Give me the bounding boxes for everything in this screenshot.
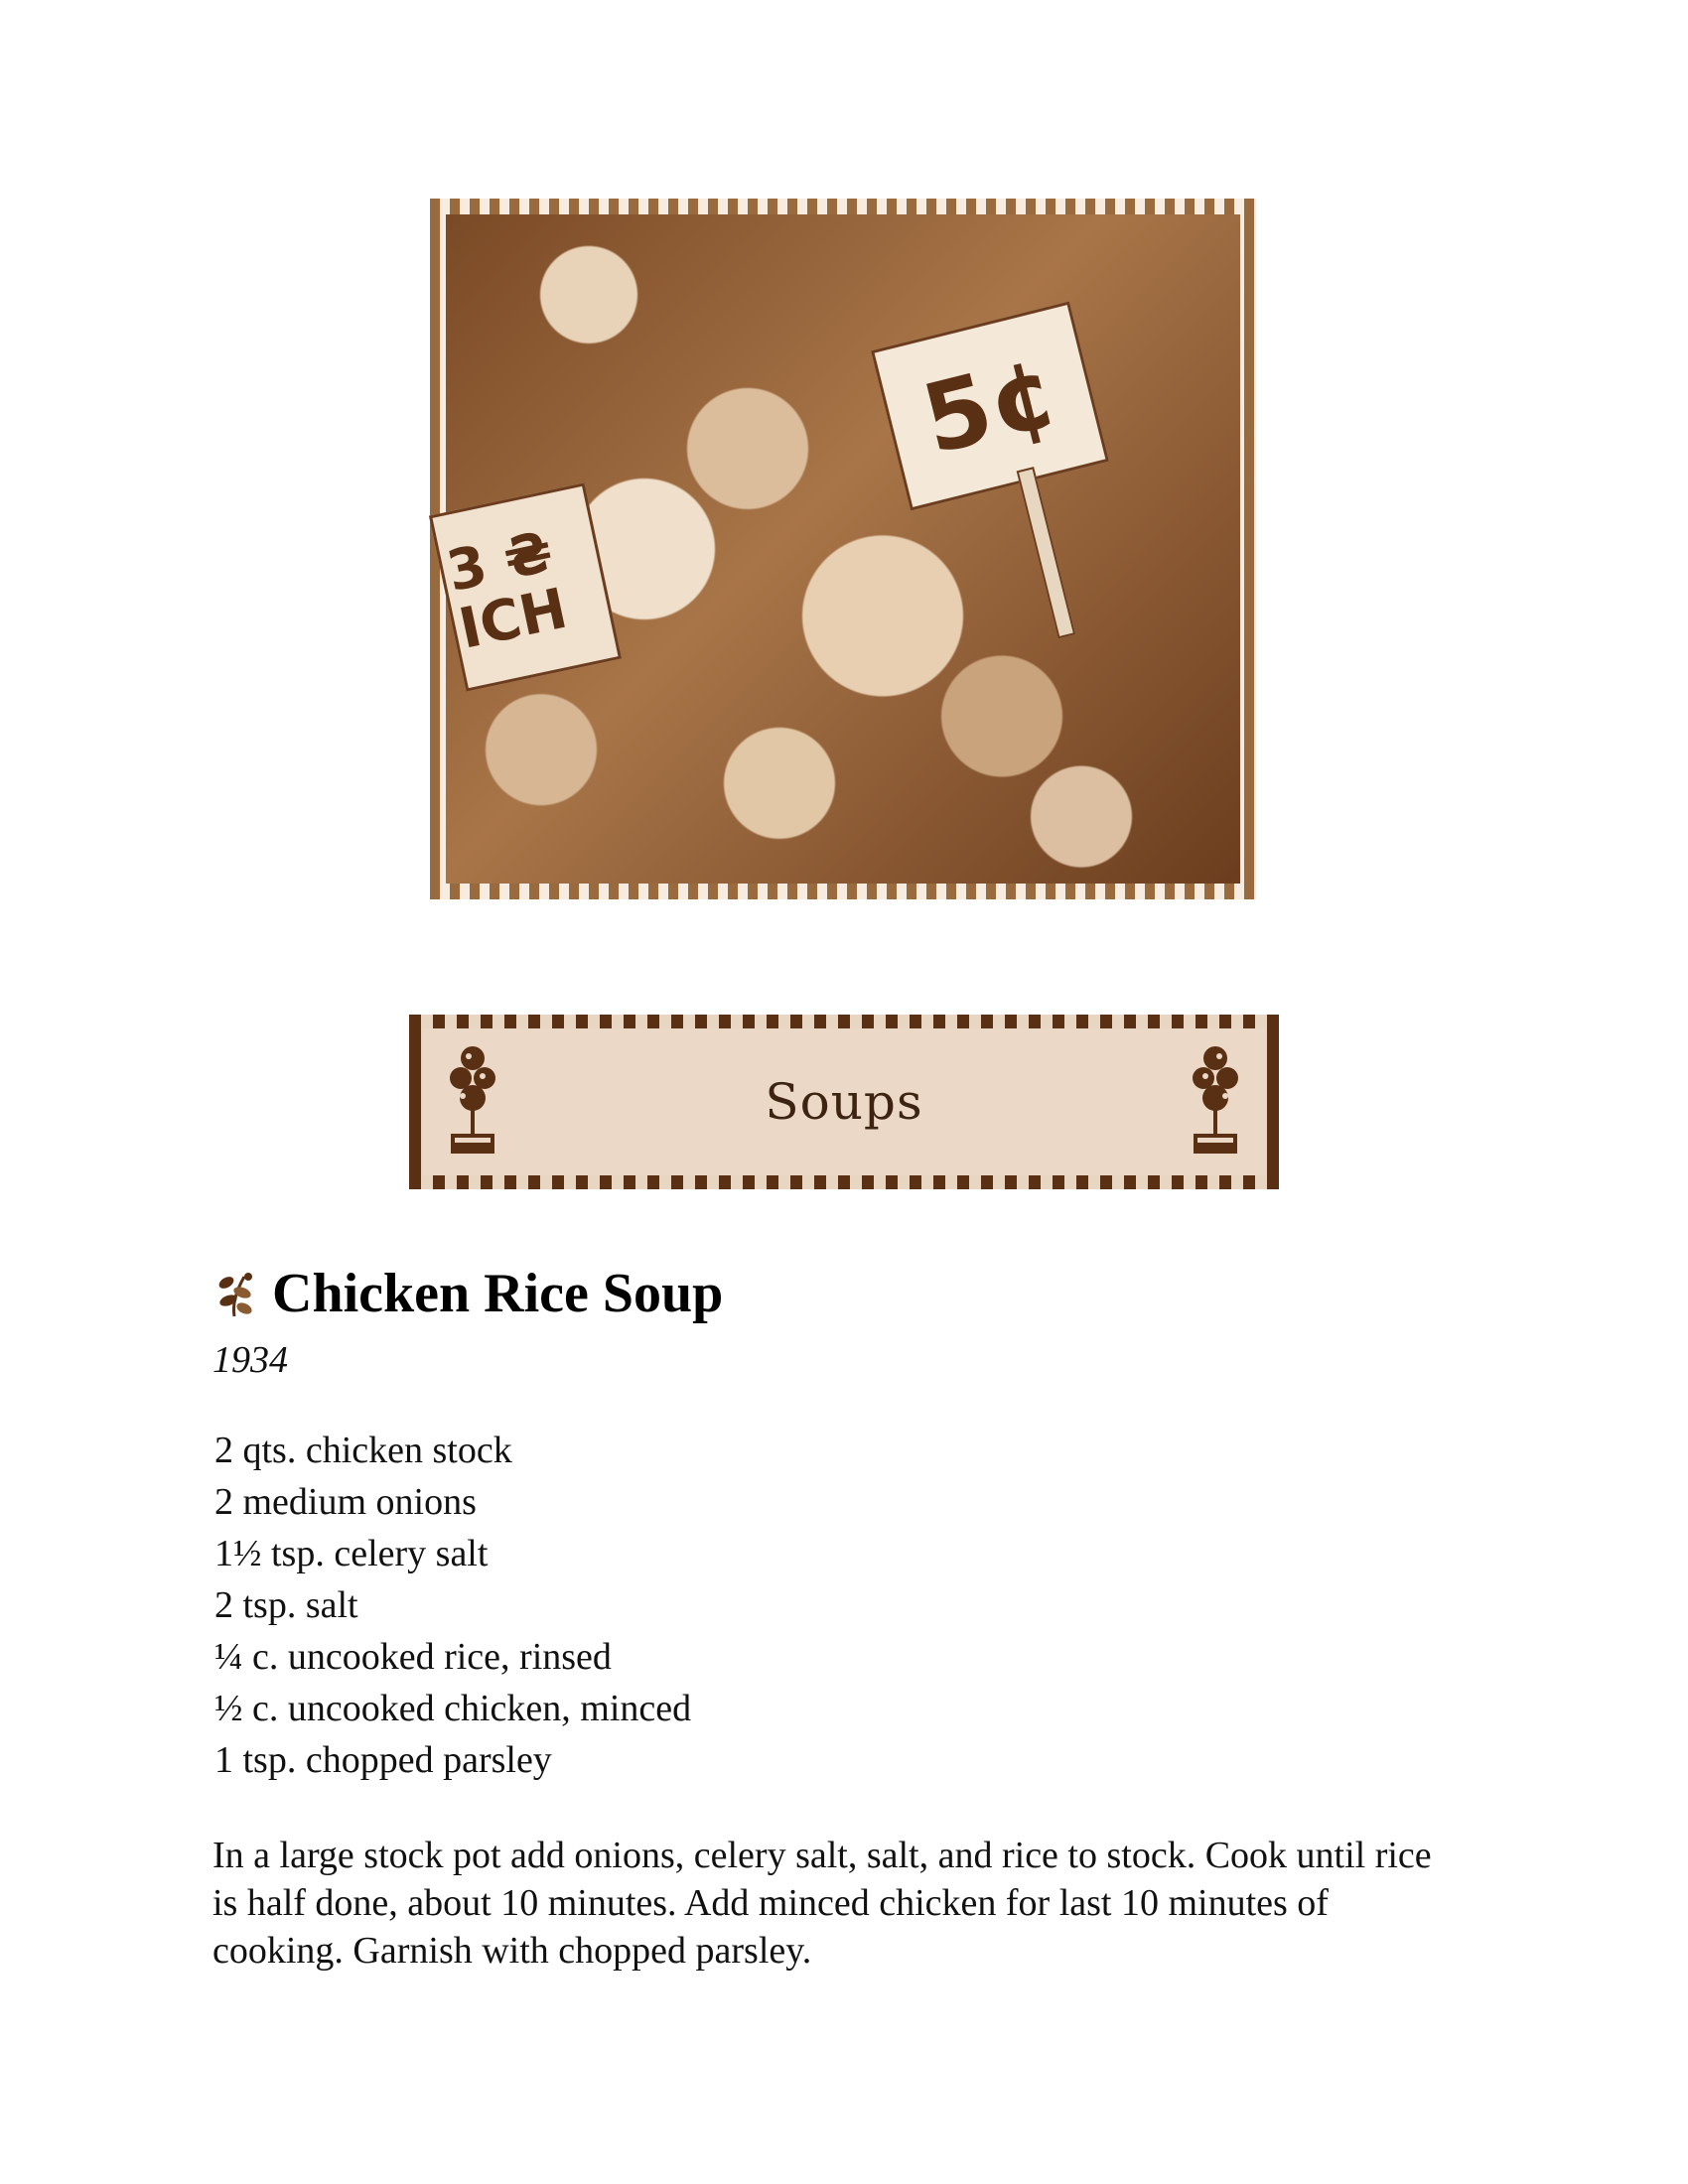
- price-sign-stick: [1017, 467, 1076, 638]
- price-sign: [871, 302, 1109, 511]
- topiary-icon: [1186, 1040, 1245, 1158]
- recipe-year: 1934: [212, 1339, 288, 1381]
- recipe-title: Chicken Rice Soup: [272, 1263, 724, 1324]
- partial-sign: [429, 482, 622, 691]
- price-sign-text: 5¢: [912, 336, 1068, 477]
- banner-panel: [423, 1028, 1265, 1175]
- ingredient-item: 1½ tsp. celery salt: [214, 1533, 489, 1574]
- ingredient-list: [214, 1425, 691, 1786]
- partial-sign-line-2: ICH: [453, 576, 573, 662]
- recipe-directions: In a large stock pot add onions, celery salt, salt, and rice to stock. Cook until rice is half done, about 10 minutes. Add minced chicken for last 10 minutes of cooking. Garnish with chopped parsley.: [212, 1835, 1432, 1972]
- section-banner: [409, 1015, 1279, 1189]
- herb-sprig-icon: [212, 1269, 258, 1318]
- illustration-picture: [441, 214, 1240, 884]
- ingredient-item: ¼ c. uncooked rice, rinsed: [214, 1636, 612, 1678]
- fruit-market-illustration: [430, 199, 1256, 899]
- topiary-icon: [443, 1040, 502, 1158]
- recipe-heading: [212, 1259, 723, 1328]
- ingredient-item: 1 tsp. chopped parsley: [214, 1739, 552, 1781]
- ingredient-item: 2 qts. chicken stock: [214, 1430, 512, 1471]
- partial-sign-line-1: 3 ₴: [441, 519, 559, 605]
- ingredient-item: ½ c. uncooked chicken, minced: [214, 1688, 692, 1729]
- ingredient-item: 2 medium onions: [214, 1481, 477, 1523]
- ingredient-item: 2 tsp. salt: [214, 1584, 358, 1626]
- banner-title: Soups: [765, 1073, 923, 1131]
